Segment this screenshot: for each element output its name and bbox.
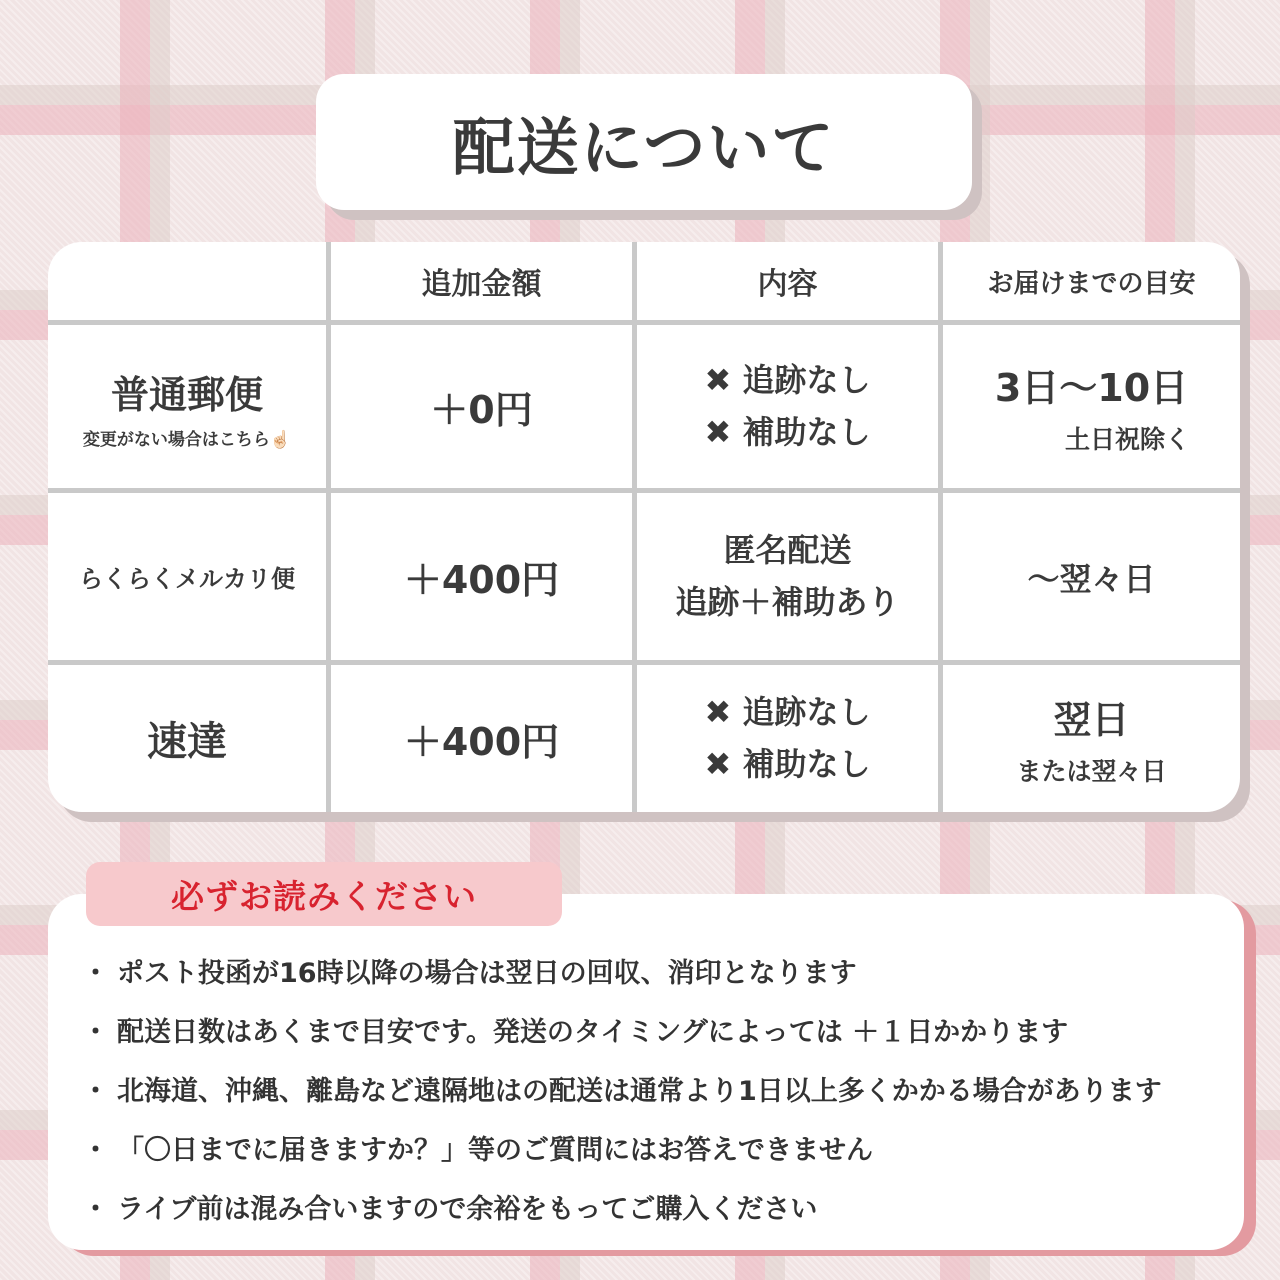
list-item [82,1121,1224,1180]
notice-text: 北海道、沖縄、離島など遠隔地はの配送は通常より1日以上多くかかる場合があります [117,1076,1162,1107]
row-delivery [943,325,1240,488]
shipping-table [48,242,1240,812]
notice-list [82,944,1224,1239]
content-line: ✖ 追跡なし [704,693,871,732]
content-line: 匿名配送 [723,531,852,570]
delivery-time: 3日〜10日 [994,366,1189,410]
row-price: ＋400円 [403,558,560,602]
content-line: 追跡＋補助あり [675,582,900,621]
list-item [82,944,1224,1003]
row-name: らくらくメルカリ便 [79,565,295,593]
content-line: ✖ 補助なし [704,412,871,451]
row-name: 速達 [147,719,227,765]
list-item [82,1003,1224,1062]
notice-text: ライブ前は混み合いますので余裕をもってご購入ください [117,1194,818,1225]
content-line: ✖ 補助なし [704,744,871,783]
notice-text: 配送日数はあくまで目安です。発送のタイミングによっては ＋１日かかります [117,1017,1069,1048]
row-price: ＋400円 [403,720,560,764]
table-row-name [48,325,326,488]
row-content [637,325,938,488]
delivery-note: または翌々日 [1016,757,1167,786]
row-note: 変更がない場合はこちら☝🏻 [82,429,292,450]
header-cell-delivery: お届けまでの目安 [987,268,1196,299]
row-delivery: 〜翌々日 [1027,559,1156,598]
row-content [637,493,938,660]
list-item [82,1180,1224,1239]
content-line: ✖ 追跡なし [704,361,871,400]
header-cell-content: 内容 [757,267,818,302]
notice-text: ポスト投函が16時以降の場合は翌日の回収、消印となります [117,958,857,989]
bullet: ・ [82,1076,109,1107]
notice-heading [86,862,562,926]
notice-card [48,894,1244,1250]
title-box [316,74,972,210]
bullet: ・ [82,1194,109,1225]
notice-title: 必ずお読みください [171,876,477,916]
notice-text: 「〇日までに届きますか？」等のご質問にはお答えできません [117,1135,873,1166]
row-price: ＋0円 [430,388,533,432]
delivery-note: 土日祝除く [1064,425,1190,454]
header-cell-price: 追加金額 [421,267,542,302]
bullet: ・ [82,958,109,989]
row-content [637,665,938,812]
page-title: 配送について [452,110,836,184]
row-name: 普通郵便 [110,372,263,417]
list-item [82,1062,1224,1121]
header-cell-empty [48,242,326,320]
bullet: ・ [82,1135,109,1166]
bullet: ・ [82,1017,109,1048]
row-delivery [943,665,1240,812]
delivery-time: 翌日 [1053,698,1130,742]
